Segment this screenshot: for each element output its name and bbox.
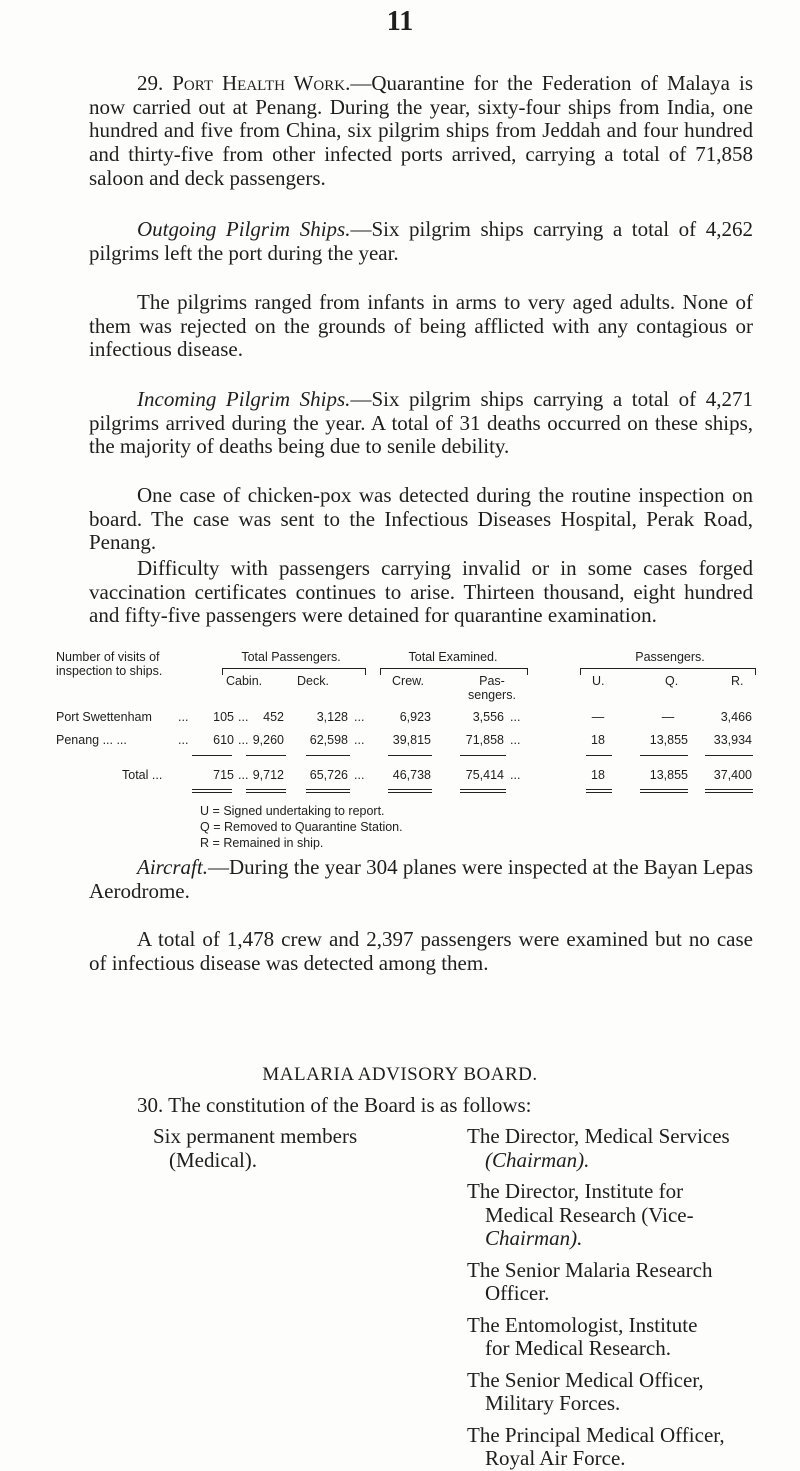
legend-item [200,819,403,835]
member-item [467,1180,767,1251]
rule [192,792,232,793]
total-passengers: 75,414 [465,768,504,782]
legend-key: Q [200,820,210,834]
paragraph-30: 30. The constitution of the Board is as follows: [137,1093,532,1117]
row-passengers: 71,858 [465,733,504,747]
header-total-examined: Total Examined. [408,650,498,664]
row-crew: 39,815 [392,733,431,747]
header-q: Q. [665,674,679,688]
row-visits: 105 [213,710,234,724]
member-line: The Senior Malaria Research [467,1257,713,1282]
member-line: The Director, Institute for [467,1179,684,1203]
legend-eq: = [212,836,220,850]
row-crew: 6,923 [399,710,431,724]
group-label-line1: Six permanent members [153,1124,358,1148]
header-passengers-group: Passengers. [635,650,705,664]
row-dots: ... [178,733,189,747]
legend-key: R [200,836,210,850]
total-crew: 46,738 [392,768,431,782]
total-name: Total [122,768,149,782]
member-line: The Senior Medical Officer, [467,1367,704,1392]
header-u: U. [592,674,605,688]
row-cabin: 9,260 [252,733,284,747]
group-label-line2: (Medical). [169,1147,258,1172]
header-deck: Deck. [297,674,329,688]
member-item [467,1125,767,1172]
rule [705,792,753,793]
row-dots: ... [354,733,365,747]
rule [306,792,350,793]
row-cabin: 452 [263,710,284,724]
member-line: The Director, Medical Services [467,1124,730,1148]
row-q: 13,855 [649,733,688,747]
row-dots: ... [354,710,365,724]
rule [640,755,688,756]
rule [640,789,688,790]
paragraph-chickenpox: One case of chicken-pox was detected during the routine inspection on board. The case was sent to the Infectious Diseases Hospital, Perak Road, Penang. [89,483,753,555]
total-r: 37,400 [713,768,752,782]
header-total-passengers-text: Total Passengers. [241,650,341,664]
rule [586,755,612,756]
total-cabin: 9,712 [252,768,284,782]
row-deck: 62,598 [309,733,348,747]
row-r: 3,466 [720,710,752,724]
rule [388,792,432,793]
row-deck: 3,128 [316,710,348,724]
p29-heading: Port Health Work. [172,71,351,95]
row-q: — [661,710,675,724]
row-u: — [591,710,605,724]
rule [306,755,350,756]
rule [306,789,350,790]
header-visits-line2: inspection to ships. [56,664,163,678]
header-visits [56,650,162,678]
rule [388,789,432,790]
row-dots: ... [178,710,189,724]
paragraph-aircraft [89,856,753,903]
rule [460,755,506,756]
row-dots: ... [238,733,249,747]
incoming-heading: Incoming Pilgrim Ships. [137,387,351,411]
legend-eq: = [212,804,220,818]
header-cabin: Cabin. [226,674,263,688]
rule [460,789,506,790]
rule [640,792,688,793]
member-item [467,1259,767,1306]
row-dots: ... [238,768,249,782]
malaria-board-title: MALARIA ADVISORY BOARD. [262,1064,538,1085]
rule [586,792,612,793]
member-line: Chairman). [485,1226,583,1250]
rule [192,789,232,790]
member-line: The Entomologist, Institute [467,1312,698,1337]
header-crew: Crew. [392,674,424,688]
paragraph-pilgrims: The pilgrims ranged from infants in arms to very aged adults. None of them was rejected on the grounds of being afflicted with any contagious or infectious disease. [89,290,753,362]
member-line: (Chairman). [485,1147,590,1172]
legend-eq: = [213,820,221,834]
row-dots: ... [238,710,249,724]
member-line: Officer. [485,1281,550,1305]
member-line: for Medical Research. [485,1336,671,1360]
header-pas-sengers [468,674,516,702]
header-pas-sengers-line1: Pas- [479,674,505,688]
group-label [153,1125,357,1172]
p29-text: —Quarantine for the Federation of Malaya is now carried out at Penang. During the year, sixty-four ships from India, one hundred and five from China, six pilgrim ships from Jeddah and four hundred and thirty-five from other infected ports arrived, carrying a total of 71,858 saloon and deck passengers. [89,71,753,190]
legend-item [200,835,403,851]
row-visits: 610 [213,733,234,747]
row-dots: ... [354,768,365,782]
row-r: 33,934 [713,733,752,747]
rule [705,789,753,790]
page-number: 11 [386,6,414,37]
incoming-text: —Six pilgrim ships carrying a total of 4,271 pilgrims arrived during the year. A total of 31 deaths occurred on these ships, the majority of deaths being due to senile debility. [89,387,753,459]
member-line: Military Forces. [485,1391,621,1415]
legend-item [200,803,403,819]
total-u: 18 [591,768,605,782]
header-pas-sengers-line2: sengers. [468,688,516,702]
aircraft-text: —During the year 304 planes were inspected at the Bayan Lepas Aerodrome. [89,855,753,903]
row-name: Port Swettenham [56,710,152,724]
member-line: Royal Air Force. [485,1446,626,1470]
rule [192,755,232,756]
header-r: R. [731,674,744,688]
row-dots: ... [510,768,521,782]
p29-number: 29. [137,71,164,95]
header-visits-line1: Number of visits of [56,650,160,664]
total-label [122,768,162,782]
legend-desc: Remained in ship. [223,836,324,850]
member-line: The Principal Medical Officer, [467,1422,725,1447]
rule [246,755,286,756]
legend-desc: Removed to Quarantine Station. [224,820,403,834]
row-passengers: 3,556 [472,710,504,724]
member-line: Medical Research (Vice- [485,1202,694,1227]
rule [246,789,286,790]
legend-key: U [200,804,210,818]
row-u: 18 [591,733,605,747]
aircraft-heading: Aircraft. [137,855,208,879]
rule [460,792,506,793]
outgoing-text: —Six pilgrim ships carrying a total of 4,262 pilgrims left the port during the year. [89,217,753,265]
rule [586,789,612,790]
row-dots: ... [510,733,521,747]
rule [705,755,753,756]
total-visits: 715 [213,768,234,782]
rule [246,792,286,793]
member-item [467,1314,767,1361]
table-legend [200,803,403,851]
row-name: Penang ... ... [56,733,127,747]
member-item [467,1424,767,1471]
paragraph-aircraft-2: A total of 1,478 crew and 2,397 passengers were examined but no case of infectious disease was detected among them. [89,927,753,975]
member-list [467,1125,767,1471]
member-item [467,1369,767,1416]
total-deck: 65,726 [309,768,348,782]
row-dots: ... [151,768,163,782]
legend-desc: Signed undertaking to report. [223,804,385,818]
outgoing-heading: Outgoing Pilgrim Ships. [137,217,351,241]
rule [388,755,432,756]
paragraph-difficulty: Difficulty with passengers carrying invalid or in some cases forged vaccination certificates continues to arise. Thirteen thousand, eight hundred and fifty-five passengers were detained for quarantine examination. [89,556,753,628]
row-dots: ... [510,710,521,724]
total-q: 13,855 [649,768,688,782]
